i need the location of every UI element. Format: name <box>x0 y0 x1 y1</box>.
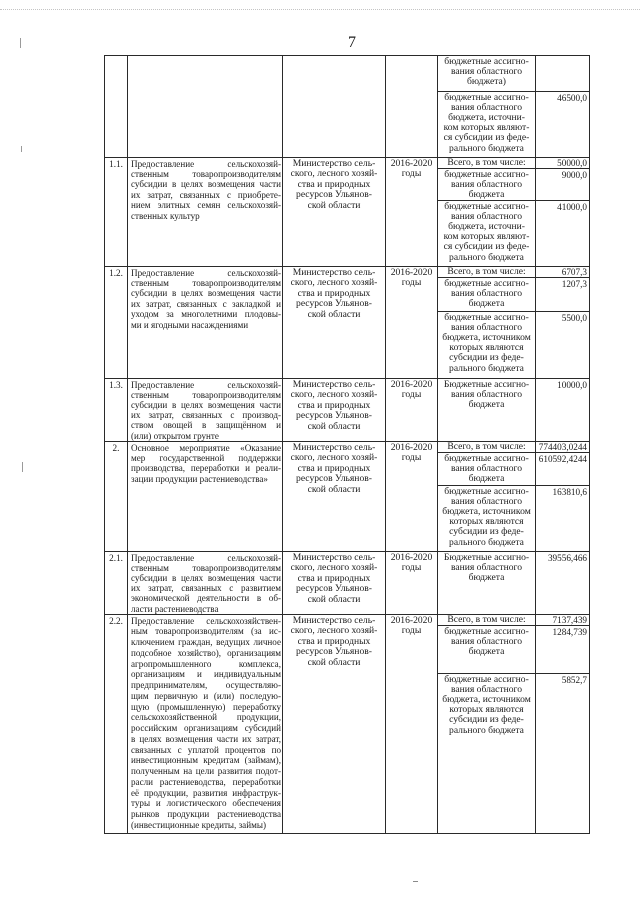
funding-source-cell <box>438 674 536 834</box>
event-name-line: ным товаропроизводителям (за ис- <box>131 626 281 637</box>
event-name-line: Предоставление сельскохозяйствен- <box>131 615 281 626</box>
executor-line: ского, лесного хозяй- <box>290 168 378 179</box>
funding-source-line: бюджета <box>468 188 505 200</box>
period-cell <box>386 615 438 834</box>
funding-source-line: ся субсидии из феде- <box>443 241 530 253</box>
executor-cell <box>283 158 386 267</box>
row-number-cell <box>105 552 128 615</box>
funding-source-line: субсидии из феде- <box>449 714 524 726</box>
funding-source-line: рального бюджета <box>449 536 524 548</box>
executor-line: ской области <box>307 483 361 495</box>
executor-cell <box>283 379 386 442</box>
executor-line: Министерство сель- <box>292 266 376 278</box>
funding-source-line: рального бюджета <box>449 362 524 374</box>
executor-line: ресурсов Ульянов- <box>296 298 372 309</box>
event-name-line: их затрат, связанных с закладкой и <box>131 298 281 309</box>
event-name-line: щим первичную и (или) последую- <box>131 690 281 701</box>
executor-line: ского, лесного хозяй- <box>290 625 378 636</box>
executor-line: ства и природных <box>297 287 371 299</box>
funding-source-line: ком которых являют- <box>443 231 530 243</box>
funding-amount: 7137,439 <box>552 615 587 625</box>
period-line: годы <box>401 168 422 179</box>
funding-amount-cell <box>536 453 590 486</box>
funding-source-cell <box>438 169 536 201</box>
event-name-line: экономической деятельности в об- <box>131 593 281 604</box>
funding-source-line: бюджетные ассигно- <box>444 55 529 67</box>
period-line: 2016-2020 <box>390 157 433 169</box>
table-row <box>105 158 590 267</box>
funding-amount: 610592,4244 <box>538 453 587 464</box>
funding-amount-cell <box>536 278 590 312</box>
executor-line: ресурсов Ульянов- <box>296 646 372 657</box>
event-name-cell <box>128 615 283 834</box>
funding-source-line: рального бюджета <box>449 251 524 263</box>
funding-amount: 5500,0 <box>561 312 587 323</box>
executor-cell <box>283 615 386 834</box>
event-name-cell <box>128 56 283 158</box>
funding-source-line: рального бюджета <box>449 724 524 736</box>
funding-amount-cell <box>536 158 590 169</box>
event-name-cell <box>128 552 283 615</box>
period-line: годы <box>401 277 422 288</box>
executor-line: ского, лесного хозяй- <box>290 277 378 288</box>
funding-source-line: которых являются <box>449 704 524 716</box>
period-cell <box>386 158 438 267</box>
funding-source-line: вания областного <box>450 321 523 333</box>
funding-source-line: Всего, в том числе: <box>447 157 526 168</box>
row-number-cell <box>105 56 128 158</box>
period-cell <box>386 56 438 158</box>
funding-amount-cell <box>536 312 590 379</box>
funding-source-line: бюджета, источни- <box>448 220 525 232</box>
period-line: 2016-2020 <box>390 551 433 563</box>
executor-line: ского, лесного хозяй- <box>290 562 378 573</box>
scan-mark <box>413 881 418 882</box>
period-line: 2016-2020 <box>390 614 433 626</box>
executor-line: ского, лесного хозяй- <box>290 389 378 400</box>
event-name-line: зации продукции растениеводства» <box>131 473 268 484</box>
funding-amount-cell <box>536 486 590 552</box>
executor-line: ской области <box>307 593 361 605</box>
table-row <box>105 552 590 615</box>
page-number: 7 <box>348 34 356 51</box>
period-cell <box>386 552 438 615</box>
funding-source-line: бюджета <box>468 472 505 484</box>
executor-line: Министерство сель- <box>292 441 376 453</box>
event-name-line: ственных культур <box>131 210 200 221</box>
event-name-line: Предоставление сельскохозяй- <box>131 158 281 169</box>
event-name-line: ственным товаропроизводителям <box>131 168 281 179</box>
event-name-line: её продукции, развития инфраструк- <box>131 787 281 798</box>
funding-amount: 39556,466 <box>547 552 587 563</box>
row-number-cell <box>105 267 128 379</box>
executor-line: ского, лесного хозяй- <box>290 452 378 463</box>
executor-line: ства и природных <box>297 462 371 474</box>
funding-source-cell <box>438 552 536 615</box>
funding-amount: 50000,0 <box>557 158 587 168</box>
event-name-line: сельскохозяйственной продукции, <box>131 712 281 723</box>
funding-source-line: бюджетные ассигно- <box>444 625 529 637</box>
funding-source-line: бюджета <box>468 297 505 309</box>
event-name-line: субсидии в целях возмещения части <box>131 179 281 190</box>
period-line: годы <box>401 452 422 463</box>
funding-amount-cell <box>536 552 590 615</box>
funding-source-cell <box>438 201 536 267</box>
scan-mark <box>20 38 21 48</box>
funding-source-line: бюджетные ассигно- <box>444 168 529 180</box>
funding-amount-cell <box>536 615 590 626</box>
funding-source-line: ком которых являют- <box>443 122 530 134</box>
funding-amount-cell <box>536 442 590 453</box>
event-name-line: ми и ягодными насаждениями <box>131 319 249 330</box>
event-name-line: их затрат, связанных с приобрете- <box>131 189 281 200</box>
executor-line: ресурсов Ульянов- <box>296 473 372 484</box>
funding-source-cell <box>438 626 536 674</box>
funding-source-line: бюджетные ассигно- <box>444 673 529 685</box>
event-name-line: нием элитных семян сельскохозяй- <box>131 200 281 211</box>
funding-source-line: бюджета, источни- <box>448 111 525 123</box>
funding-source-cell <box>438 312 536 379</box>
funding-source-cell <box>438 615 536 626</box>
funding-source-line: бюджета, источником <box>442 693 531 705</box>
event-name-line: Предоставление сельскохозяй- <box>131 379 281 390</box>
funding-source-line: вания областного <box>450 462 523 474</box>
funding-amount-cell <box>536 92 590 158</box>
funding-source-line: вания областного <box>450 495 523 507</box>
event-name-line: предпринимателям, осуществляю- <box>131 680 281 690</box>
funding-source-line: вания областного <box>450 561 523 573</box>
funding-source-cell <box>438 92 536 158</box>
scan-edge-line <box>0 9 640 10</box>
event-name-line: в целях возмещения части их затрат, <box>131 733 281 744</box>
event-name-line: субсидии в целях возмещения части <box>131 572 281 583</box>
period-cell <box>386 379 438 442</box>
funding-source-line: бюджета, источником <box>442 505 531 517</box>
event-name-line: ственным товаропроизводителям <box>131 277 281 288</box>
funding-source-line: которых являются <box>449 516 524 528</box>
funding-source-cell <box>438 486 536 552</box>
funding-amount: 1207,3 <box>561 278 587 289</box>
funding-source-line: бюджета, источником <box>442 331 531 343</box>
period-line: годы <box>401 625 422 636</box>
funding-amount: 6707,3 <box>561 267 587 277</box>
event-name-line: их затрат, связанных с производ- <box>131 410 281 421</box>
executor-line: ства и природных <box>297 178 371 190</box>
executor-line: Министерство сель- <box>292 378 376 390</box>
funding-source-line: вания областного <box>450 287 523 299</box>
funding-source-line: вания областного <box>450 635 523 647</box>
event-name-cell <box>128 379 283 442</box>
period-line: 2016-2020 <box>390 378 433 390</box>
event-name-line: Предоставление сельскохозяй- <box>131 267 281 278</box>
funding-source-line: вания областного <box>450 178 523 190</box>
executor-cell <box>283 56 386 158</box>
executor-line: ресурсов Ульянов- <box>296 583 372 594</box>
event-name-line: расли растениеводства, переработки <box>131 776 281 787</box>
executor-cell <box>283 267 386 379</box>
funding-amount: 1284,739 <box>552 626 587 637</box>
funding-amount: 46500,0 <box>557 92 587 103</box>
row-number: 2.2. <box>109 616 123 626</box>
funding-source-line: Всего, в том числе: <box>447 614 526 625</box>
executor-cell <box>283 552 386 615</box>
funding-source-line: вания областного <box>450 65 523 77</box>
event-name-cell <box>128 267 283 379</box>
funding-source-line: бюджета) <box>467 75 506 87</box>
funding-amount: 41000,0 <box>557 201 587 212</box>
event-name-line: ключением граждан, ведущих личное <box>131 637 281 647</box>
funding-amount: 5852,7 <box>561 674 587 685</box>
event-name-line: агропромышленного комплекса, <box>131 658 281 669</box>
event-name-line: (инвестиционные кредиты, займы) <box>131 819 266 830</box>
event-name-line: субсидии в целях возмещения части <box>131 399 281 410</box>
event-name-line: российским организациям субсидий <box>131 723 281 733</box>
row-number: 2. <box>112 443 120 453</box>
table-row <box>105 379 590 442</box>
event-name-line: ласти растениеводства <box>131 603 219 614</box>
row-number-cell <box>105 615 128 834</box>
funding-source-line: Всего, в том числе: <box>447 441 526 452</box>
event-name-line: производства, переработки и реали- <box>131 463 281 474</box>
row-number: 1.2. <box>109 268 123 278</box>
funding-source-line: субсидии из феде- <box>449 526 524 538</box>
funding-amount-cell <box>536 201 590 267</box>
event-name-line: ством овощей в защищённом и <box>131 420 281 431</box>
row-number: 2.1. <box>109 553 123 563</box>
funding-source-cell <box>438 267 536 278</box>
event-name-line: их затрат, связанных с развитием <box>131 583 281 594</box>
executor-cell <box>283 442 386 552</box>
event-name-line: (или) открытом грунте <box>131 430 219 441</box>
funding-source-line: ся субсидии из феде- <box>443 132 530 144</box>
event-name-line: подсобное хозяйство), организациям <box>131 647 281 658</box>
funding-source-line: субсидии из феде- <box>449 352 524 364</box>
funding-source-line: рального бюджета <box>449 142 524 154</box>
funding-amount: 163810,6 <box>552 486 587 497</box>
funding-source-cell <box>438 278 536 312</box>
event-name-cell <box>128 158 283 267</box>
scan-mark <box>22 462 23 472</box>
event-name-line: уходом за многолетними плодовы- <box>131 309 281 320</box>
executor-line: ской области <box>307 656 361 668</box>
executor-line: ской области <box>307 308 361 320</box>
funding-amount: 9000,0 <box>561 169 587 180</box>
table-row <box>105 615 590 834</box>
funding-amount-cell <box>536 56 590 92</box>
event-name-line: организациям и индивидуальным <box>131 669 281 680</box>
funding-source-line: бюджетные ассигно- <box>444 200 529 212</box>
funding-source-line: бюджетные ассигно- <box>444 311 529 323</box>
program-events-table <box>104 55 590 834</box>
funding-source-line: бюджетные ассигно- <box>444 91 529 103</box>
funding-source-cell <box>438 379 536 442</box>
funding-source-line: Бюджетные ассигно- <box>443 551 530 563</box>
table-row <box>105 56 590 158</box>
funding-source-line: вания областного <box>450 388 523 400</box>
table-row <box>105 442 590 552</box>
funding-source-cell <box>438 453 536 486</box>
executor-line: ресурсов Ульянов- <box>296 189 372 200</box>
event-name-line: рынков продукции растениеводства <box>131 809 281 819</box>
funding-source-cell <box>438 56 536 92</box>
executor-line: ства и природных <box>297 572 371 584</box>
funding-source-line: бюджетные ассигно- <box>444 277 529 289</box>
funding-source-line: вания областного <box>450 101 523 113</box>
executor-line: Министерство сель- <box>292 614 376 626</box>
row-number: 1.1. <box>109 159 123 169</box>
funding-source-cell <box>438 158 536 169</box>
event-name-line: субсидии в целях возмещения части <box>131 288 281 299</box>
event-name-line: Основное мероприятие «Оказание <box>131 442 281 453</box>
funding-source-line: которых являются <box>449 342 524 354</box>
executor-line: ства и природных <box>297 399 371 411</box>
scan-mark <box>21 146 22 152</box>
funding-source-line: бюджетные ассигно- <box>444 452 529 464</box>
executor-line: Министерство сель- <box>292 551 376 563</box>
executor-line: ской области <box>307 199 361 211</box>
event-name-line: Предоставление сельскохозяй- <box>131 552 281 563</box>
table-row <box>105 267 590 379</box>
event-name-cell <box>128 442 283 552</box>
funding-source-line: бюджетные ассигно- <box>444 485 529 497</box>
executor-line: Министерство сель- <box>292 157 376 169</box>
period-line: 2016-2020 <box>390 441 433 453</box>
funding-amount-cell <box>536 626 590 674</box>
event-name-line: полученным на цели развития подот- <box>131 766 281 776</box>
funding-source-line: вания областного <box>450 683 523 695</box>
event-name-line: мер государственной поддержки <box>131 452 281 463</box>
period-line: годы <box>401 562 422 573</box>
funding-source-line: бюджета <box>468 398 505 410</box>
row-number-cell <box>105 379 128 442</box>
funding-source-cell <box>438 442 536 453</box>
funding-source-line: бюджета <box>468 645 505 657</box>
event-name-line: инвестиционным кредитам (займам), <box>131 755 281 766</box>
row-number: 1.3. <box>109 380 123 390</box>
period-line: 2016-2020 <box>390 266 433 278</box>
funding-source-line: Бюджетные ассигно- <box>443 378 530 390</box>
event-name-line: связанных с уплатой процентов по <box>131 744 281 755</box>
event-name-line: ственным товаропроизводителям <box>131 389 281 400</box>
funding-amount: 10000,0 <box>557 379 587 390</box>
funding-amount-cell <box>536 379 590 442</box>
funding-amount: 774403,0244 <box>538 442 587 452</box>
period-line: годы <box>401 389 422 400</box>
funding-amount-cell <box>536 674 590 834</box>
period-cell <box>386 267 438 379</box>
row-number-cell <box>105 442 128 552</box>
row-number-cell <box>105 158 128 267</box>
funding-source-line: вания областного <box>450 210 523 222</box>
funding-source-line: Всего, в том числе: <box>447 266 526 277</box>
event-name-line: туры и логистического обеспечения <box>131 798 281 809</box>
funding-source-line: бюджета <box>468 571 505 583</box>
funding-amount-cell <box>536 169 590 201</box>
executor-line: ресурсов Ульянов- <box>296 410 372 421</box>
event-name-line: ственным товаропроизводителям <box>131 562 281 573</box>
funding-amount-cell <box>536 267 590 278</box>
event-name-line: щую (промышленную) переработку <box>131 701 281 712</box>
executor-line: ства и природных <box>297 635 371 647</box>
executor-line: ской области <box>307 420 361 432</box>
period-cell <box>386 442 438 552</box>
